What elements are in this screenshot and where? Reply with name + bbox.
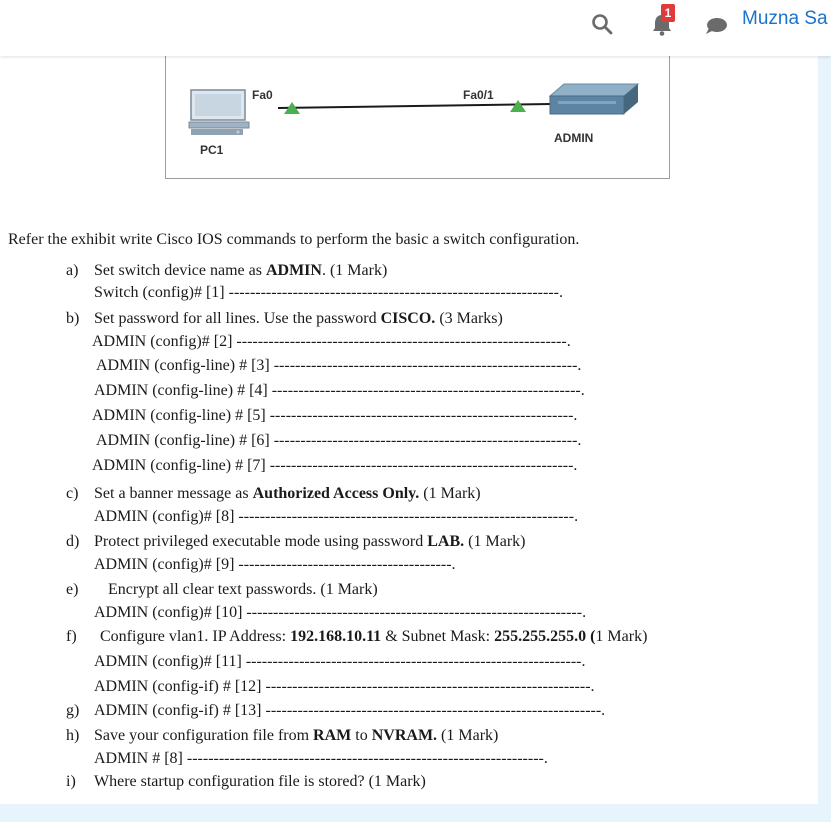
item-a-command: Switch (config)# [1] --------------------------------------------------------------. — [94, 284, 563, 301]
notification-count-badge[interactable]: 1 — [661, 4, 675, 22]
pc-icon — [189, 90, 249, 135]
item-marker-a: a) — [66, 262, 79, 279]
item-d-command: ADMIN (config)# [9] ----------------------------------------. — [94, 556, 456, 573]
item-i-text: Where startup configuration file is stored? (1 Mark) — [94, 773, 426, 790]
item-marker-e: e) — [66, 581, 79, 598]
item-e-text: Encrypt all clear text passwords. (1 Mark) — [108, 581, 378, 598]
right-scroll-area — [818, 56, 831, 822]
question-content — [0, 56, 818, 804]
item-b-command-3: ADMIN (config-line) # [4] ----------------------------------------------------------. — [94, 382, 585, 399]
item-c-command: ADMIN (config)# [8] ---------------------------------------------------------------. — [94, 508, 579, 525]
item-f-command-2: ADMIN (config-if) # [12] -------------------------------------------------------------. — [94, 678, 595, 695]
item-marker-h: h) — [66, 727, 80, 744]
item-marker-i: i) — [66, 773, 76, 790]
item-g-command: ADMIN (config-if) # [13] ---------------------------------------------------------------. — [94, 702, 606, 719]
item-marker-g: g) — [66, 702, 80, 719]
item-b-command-1: ADMIN (config)# [2] --------------------------------------------------------------. — [92, 333, 571, 350]
messages-icon[interactable] — [704, 16, 728, 36]
item-marker-d: d) — [66, 533, 80, 550]
item-b-command-5: ADMIN (config-line) # [6] ---------------------------------------------------------. — [96, 432, 582, 449]
top-navigation-bar — [0, 0, 831, 56]
switch-link-indicator — [510, 100, 526, 112]
item-d-text: Protect privileged executable mode using password LAB. (1 Mark) — [94, 533, 526, 550]
pc-device-label: PC1 — [200, 143, 224, 157]
switch-port-label: Fa0/1 — [463, 88, 494, 102]
item-b-text: Set password for all lines. Use the password CISCO. (3 Marks) — [94, 310, 503, 327]
item-a-text: Set switch device name as ADMIN. (1 Mark) — [94, 262, 388, 279]
item-marker-b: b) — [66, 310, 80, 327]
item-marker-c: c) — [66, 485, 79, 502]
item-e-command: ADMIN (config)# [10] ---------------------------------------------------------------. — [94, 604, 587, 621]
question-intro: Refer the exhibit write Cisco IOS commands to perform the basic a switch configuration. — [8, 231, 580, 248]
item-f-text: Configure vlan1. IP Address: 192.168.10.11 & Subnet Mask: 255.255.255.0 (1 Mark) — [100, 628, 648, 645]
search-icon[interactable] — [590, 12, 614, 36]
user-menu[interactable]: Muzna Sa — [742, 8, 828, 29]
item-h-text: Save your configuration file from RAM to NVRAM. (1 Mark) — [94, 727, 499, 744]
item-b-command-6: ADMIN (config-line) # [7] ---------------------------------------------------------. — [92, 457, 578, 474]
switch-icon — [550, 84, 638, 114]
connection-cable — [278, 104, 551, 108]
item-b-command-4: ADMIN (config-line) # [5] ---------------------------------------------------------. — [92, 407, 578, 424]
switch-device-label: ADMIN — [554, 131, 594, 145]
network-topology-exhibit — [165, 56, 670, 179]
item-f-command-1: ADMIN (config)# [11] ---------------------------------------------------------------. — [94, 653, 586, 670]
item-marker-f: f) — [66, 628, 77, 645]
item-c-text: Set a banner message as Authorized Access Only. (1 Mark) — [94, 485, 481, 502]
pc-port-label: Fa0 — [252, 88, 273, 102]
item-h-command: ADMIN # [8] -------------------------------------------------------------------. — [94, 750, 548, 767]
item-b-command-2: ADMIN (config-line) # [3] ---------------------------------------------------------. — [96, 357, 582, 374]
